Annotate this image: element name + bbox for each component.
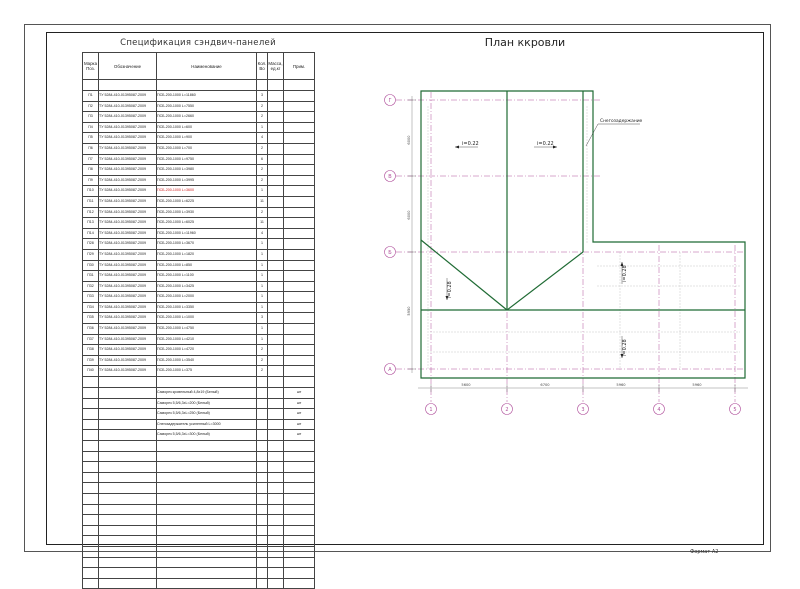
spec-cell-mark: П5 [83, 133, 99, 144]
spec-cell-empty [268, 578, 284, 589]
spec-cell-designation: ТУ 5284-410-01395087-2009 [99, 143, 157, 154]
spec-cell-qty: 2 [257, 143, 268, 154]
dim-bottom-1: 5600 [461, 383, 471, 387]
spec-cell-name: ПСБ-200-1000 L=900 [157, 133, 257, 144]
spec-cell-name: ПСБ-200-1000 L=850 [157, 260, 257, 271]
spec-cell-qty: 6 [257, 154, 268, 165]
header-mass: Масса, ед.кг [268, 53, 284, 80]
spec-cell-qty: 1 [257, 260, 268, 271]
dim-left-2: 6000 [407, 210, 411, 220]
spec-cell-name: ПСБ-200-1000 L=4720 [157, 345, 257, 356]
spec-cell-name: ПСБ-200-1000 L=3670 [157, 239, 257, 250]
spec-cell-mark: П40 [83, 366, 99, 377]
spec-cell-mark: П37 [83, 334, 99, 345]
spec-title: Спецификация сэндвич-панелей [120, 38, 276, 48]
spec-cell-mark: П4 [83, 122, 99, 133]
spec-cell-qty: 1 [257, 271, 268, 282]
plan-title: План ккровли [484, 36, 566, 49]
spec-cell-mark: П34 [83, 302, 99, 313]
spec-cell-qty: 2 [257, 207, 268, 218]
axis-bubble-1: 1 [429, 407, 433, 413]
spec-cell-designation: ТУ 5284-410-01395087-2009 [99, 175, 157, 186]
spec-cell-mark: П35 [83, 313, 99, 324]
spec-cell-empty [284, 578, 315, 589]
spec-cell-empty [257, 578, 268, 589]
spec-cell-mark: П36 [83, 324, 99, 335]
spec-cell-designation: ТУ 5284-410-01395087-2009 [99, 165, 157, 176]
spec-cell-designation: ТУ 5284-410-01395087-2009 [99, 154, 157, 165]
spec-cell-empty [99, 568, 157, 579]
slope-label-3: i=0.28 [447, 281, 453, 298]
spec-cell-designation: ТУ 5284-410-01395087-2009 [99, 345, 157, 356]
spec-cell-mark: П38 [83, 345, 99, 356]
spec-cell-name: ПСБ-200-1000 L=1820 [157, 249, 257, 260]
roof-valley-right [507, 252, 583, 310]
spec-cell-name: ПСБ-200-1000 L=2000 [157, 292, 257, 303]
spec-cell-mark: П30 [83, 260, 99, 271]
spec-cell-mark: П12 [83, 207, 99, 218]
spec-cell-name: ПСБ-200-1000 L=7550 [157, 101, 257, 112]
spec-cell-name: ПСБ-200-1000 L=6025 [157, 218, 257, 229]
spec-cell-qty: 2 [257, 101, 268, 112]
spec-cell-designation: ТУ 5284-410-01395087-2009 [99, 186, 157, 197]
spec-cell-mark: П31 [83, 271, 99, 282]
spec-cell-name: ПСБ-200-1000 L=11960 [157, 228, 257, 239]
spec-cell-name: ПСБ-200-1000 L=11860 [157, 91, 257, 102]
header-note: Прим. [284, 53, 315, 80]
spec-cell-qty: 1 [257, 186, 268, 197]
spec-cell-mark: П33 [83, 292, 99, 303]
spec-cell-qty: 3 [257, 91, 268, 102]
spec-cell-name: ПСБ-200-1000 L=3995 [157, 175, 257, 186]
dim-bottom-2: 6700 [540, 383, 550, 387]
spec-cell-qty: 11 [257, 218, 268, 229]
spec-cell-designation: ТУ 5284-410-01395087-2009 [99, 101, 157, 112]
spec-cell-mark: П28 [83, 239, 99, 250]
spec-cell-qty: 11 [257, 196, 268, 207]
slope-label-1: i=0.22 [462, 141, 479, 147]
spec-cell-mark: П11 [83, 196, 99, 207]
spec-cell-name: ПСБ-200-1000 L=3425 [157, 281, 257, 292]
axis-bubble-2: 2 [505, 407, 509, 413]
spec-cell-mark: П29 [83, 249, 99, 260]
spec-cell-name: ПСБ-200-1000 L=6225 [157, 196, 257, 207]
spec-cell-name: Саморез кровельный 4,8х19 (Белый) [157, 388, 257, 399]
spec-cell-qty: 1 [257, 302, 268, 313]
spec-cell-name: ПСБ-200-1000 L=3350 [157, 302, 257, 313]
spec-cell-designation: ТУ 5284-410-01395087-2009 [99, 239, 157, 250]
dim-left-1: 6000 [407, 135, 411, 145]
spec-cell-qty: 1 [257, 281, 268, 292]
spec-cell-note: шт [284, 419, 315, 430]
spec-cell-empty [268, 568, 284, 579]
spec-cell-empty [99, 578, 157, 589]
spec-cell-designation: ТУ 5284-410-01395087-2009 [99, 218, 157, 229]
snow-retention-label: Снегозадержание [600, 119, 643, 124]
spec-cell-name: ПСБ-200-1000 L=4210 [157, 334, 257, 345]
spec-cell-qty: 2 [257, 345, 268, 356]
slope-label-4: i=0.28 [622, 265, 628, 282]
spec-cell-name: ПСБ-200-1000 L=3600 [157, 186, 257, 197]
spec-cell-designation: ТУ 5284-410-01395087-2009 [99, 260, 157, 271]
axis-bubble-a: А [388, 367, 392, 373]
spec-cell-designation: ТУ 5284-410-01395087-2009 [99, 112, 157, 123]
spec-cell-designation: ТУ 5284-410-01395087-2009 [99, 133, 157, 144]
spec-cell-designation: ТУ 5284-410-01395087-2009 [99, 91, 157, 102]
spec-cell-empty [157, 578, 257, 589]
spec-cell-name: ПСБ-200-1000 L=1000 [157, 313, 257, 324]
spec-cell-qty: 1 [257, 324, 268, 335]
spec-cell-designation: ТУ 5284-410-01395087-2009 [99, 281, 157, 292]
spec-cell-name: ПСБ-200-1000 L=4750 [157, 324, 257, 335]
spec-cell-name: Снегозадержатель усиленный L=3000 [157, 419, 257, 430]
spec-cell-empty [157, 568, 257, 579]
spec-cell-designation: ТУ 5284-410-01395087-2009 [99, 196, 157, 207]
spec-cell-mark: П39 [83, 355, 99, 366]
spec-cell-designation: ТУ 5284-410-01395087-2009 [99, 271, 157, 282]
spec-blank-row [83, 568, 315, 579]
axis-bubble-3: 3 [581, 407, 585, 413]
spec-cell-empty [83, 578, 99, 589]
header-qty: Кол. Во [257, 53, 268, 80]
slope-label-2: i=0.22 [537, 141, 554, 147]
spec-cell-qty: 2 [257, 112, 268, 123]
spec-cell-mark: П1 [83, 91, 99, 102]
spec-cell-designation: ТУ 5284-410-01395087-2009 [99, 292, 157, 303]
spec-cell-qty: 2 [257, 366, 268, 377]
spec-cell-name: ПСБ-200-1000 L=1100 [157, 271, 257, 282]
spec-cell-mark: П7 [83, 154, 99, 165]
spec-cell-mark: П3 [83, 112, 99, 123]
spec-cell-name: ПСБ-200-1000 L=2660 [157, 112, 257, 123]
axis-bubble-v: В [388, 174, 392, 180]
spec-cell-note: шт [284, 430, 315, 441]
spec-cell-name: Саморез 5,5/6,3хL=250 (Белый) [157, 409, 257, 420]
header-designation: Обозначение [99, 53, 157, 80]
roof-valley-left [421, 240, 507, 310]
spec-cell-qty: 1 [257, 122, 268, 133]
spec-cell-designation: ТУ 5284-410-01395087-2009 [99, 324, 157, 335]
spec-cell-qty: 2 [257, 165, 268, 176]
sheet-format-label: Формат А2 [690, 549, 719, 555]
spec-cell-note: шт [284, 388, 315, 399]
header-name: Наименование [157, 53, 257, 80]
spec-cell-name: ПСБ-200-1000 L=3540 [157, 355, 257, 366]
spec-cell-name: Саморез 5,5/6,3хL=300 (Белый) [157, 430, 257, 441]
spec-blank-row [83, 578, 315, 589]
spec-cell-empty [284, 568, 315, 579]
spec-cell-qty: 3 [257, 313, 268, 324]
spec-cell-designation: ТУ 5284-410-01395087-2009 [99, 122, 157, 133]
spec-cell-designation: ТУ 5284-410-01395087-2009 [99, 249, 157, 260]
spec-cell-qty: 1 [257, 239, 268, 250]
spec-cell-mark: П10 [83, 186, 99, 197]
dim-bottom-3: 5960 [616, 383, 626, 387]
spec-cell-note: шт [284, 409, 315, 420]
spec-cell-mark: П14 [83, 228, 99, 239]
dim-left-3: 5950 [407, 306, 411, 316]
spec-cell-name: ПСБ-200-1000 L=3930 [157, 207, 257, 218]
spec-cell-designation: ТУ 5284-410-01395087-2009 [99, 366, 157, 377]
spec-cell-designation: ТУ 5284-410-01395087-2009 [99, 228, 157, 239]
spec-cell-name: ПСБ-200-1000 L=3980 [157, 165, 257, 176]
axis-bubble-b: Б [388, 250, 392, 256]
spec-cell-designation: ТУ 5284-410-01395087-2009 [99, 334, 157, 345]
spec-cell-designation: ТУ 5284-410-01395087-2009 [99, 313, 157, 324]
spec-cell-qty: 1 [257, 249, 268, 260]
snow-leader [586, 124, 598, 146]
spec-cell-qty: 1 [257, 334, 268, 345]
spec-cell-note: шт [284, 398, 315, 409]
spec-cell-name: ПСБ-200-1000 L=375 [157, 366, 257, 377]
spec-cell-name: ПСБ-200-1000 L=700 [157, 143, 257, 154]
spec-cell-mark: П2 [83, 101, 99, 112]
axis-bubble-4: 4 [657, 407, 661, 413]
header-mark: Марка Поз. [83, 53, 99, 80]
spec-cell-mark: П8 [83, 165, 99, 176]
spec-cell-designation: ТУ 5284-410-01395087-2009 [99, 207, 157, 218]
spec-cell-empty [257, 568, 268, 579]
dim-bottom-4: 5960 [692, 383, 702, 387]
axis-bubble-5: 5 [733, 407, 737, 413]
spec-cell-qty: 4 [257, 133, 268, 144]
spec-cell-designation: ТУ 5284-410-01395087-2009 [99, 302, 157, 313]
spec-cell-mark: П32 [83, 281, 99, 292]
spec-cell-qty: 4 [257, 228, 268, 239]
spec-cell-name: ПСБ-200-1000 L=600 [157, 122, 257, 133]
spec-cell-qty: 1 [257, 292, 268, 303]
spec-cell-empty [83, 568, 99, 579]
spec-cell-qty: 2 [257, 175, 268, 186]
spec-cell-name: Саморез 5,5/6,3хL=200 (Белый) [157, 398, 257, 409]
spec-cell-qty: 2 [257, 355, 268, 366]
spec-cell-designation: ТУ 5284-410-01395087-2009 [99, 355, 157, 366]
spec-cell-name: ПСБ-200-1000 L=9750 [157, 154, 257, 165]
spec-cell-mark: П13 [83, 218, 99, 229]
slope-label-5: i=0.28 [622, 339, 628, 356]
spec-cell-mark: П9 [83, 175, 99, 186]
spec-cell-mark: П6 [83, 143, 99, 154]
axis-bubble-g: Г [388, 98, 392, 104]
